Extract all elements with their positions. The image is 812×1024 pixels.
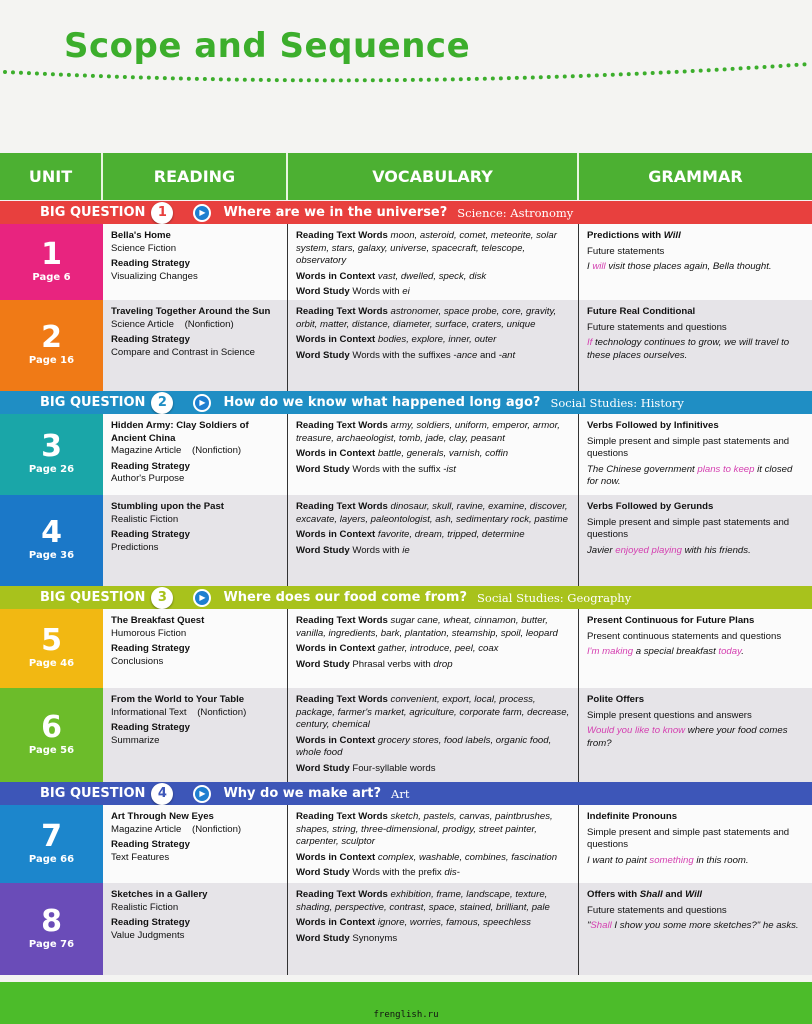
vocabulary-cell [288,609,579,688]
reading-cell [103,805,288,883]
reading-genre: Humorous Fiction [111,627,187,639]
vocabulary-cell [288,224,579,300]
text-segment: I want to paint [587,854,650,866]
word-study [296,659,572,672]
big-question-subject: Social Studies: History [550,395,684,410]
reading-title: Art Through New Eyes [111,811,214,822]
unit-cell [0,688,103,782]
text-segment: Verbs Followed by Gerunds [587,501,714,512]
grammar-description: Future statements and questions [587,321,727,333]
reading-strategy: Conclusions [111,655,164,667]
unit-number: 1 [41,236,62,272]
reading-text-words [296,694,572,732]
unit-cell [0,883,103,975]
ws-label: Word Study [296,286,350,297]
footer-watermark: frenglish.ru [373,1010,439,1020]
reading-genre: Science Fiction [111,242,177,254]
text-segment: Would you like to know [587,725,686,736]
unit-cell [0,300,103,391]
wic-label: Words in Context [296,917,376,928]
grammar-title [587,306,806,319]
reading-title: From the World to Your Table [111,694,245,705]
rtw-list: sugar cane, wheat, cinnamon, butter, vanilla, ingredients, bark, plantation, steamship, spoil, leopard [296,615,558,639]
footer-band [0,982,812,1024]
reading-genre: Science Article (Nonfiction) [111,318,234,330]
rtw-list: convenient, export, local, process, package, farmer's market, agriculture, corporate farm, decrease, century, chemical [296,694,570,730]
header-unit: UNIT [0,153,103,200]
text-segment: Synonyms [352,932,398,944]
reading-cell [103,300,288,391]
text-segment: Will [663,230,681,241]
play-audio-icon[interactable]: ▶ [193,785,211,803]
unit-cell [0,495,103,586]
big-question-bar [0,391,812,414]
word-study [296,286,572,299]
unit-cell [0,414,103,495]
grammar-title [587,811,806,824]
unit-cell [0,805,103,883]
text-segment: Words with the prefix [352,867,445,878]
text-segment: Shall [639,889,663,900]
text-segment: Javier [587,544,616,556]
wic-label: Words in Context [296,529,376,540]
big-question-text: How do we know what happened long ago? [223,395,541,410]
wic-list: bodies, explore, inner, outer [377,334,497,345]
text-segment: will [592,261,606,272]
grammar-description: Simple present and simple past statements and questions [587,516,790,540]
wic-list: favorite, dream, tripped, determine [377,529,525,540]
reading-genre: Magazine Article (Nonfiction) [111,823,242,835]
grammar-title [587,889,806,902]
unit-row [0,224,812,300]
rtw-label: Reading Text Words [296,306,388,317]
reading-strategy: Text Features [111,851,170,863]
big-question-text: Where are we in the universe? [223,205,448,220]
ws-label: Word Study [296,762,350,774]
words-in-context [296,529,572,542]
reading-text-words [296,615,572,640]
grammar-title [587,420,806,433]
big-question-text: Why do we make art? [223,786,382,801]
text-segment: Phrasal verbs with [352,658,434,670]
unit-number: 6 [41,709,62,745]
reading-title: Sketches in a Gallery [111,889,208,900]
reading-cell [103,609,288,688]
text-segment: technology continues to grow, we will travel to these places ourselves. [587,337,790,361]
unit-cell [0,609,103,688]
header-vocabulary: VOCABULARY [288,153,579,200]
vocabulary-cell [288,495,579,586]
reading-title: The Breakfast Quest [111,615,205,626]
grammar-example [587,725,806,750]
grammar-description: Simple present and simple past statements and questions [587,435,790,459]
text-segment: Polite Offers [587,694,645,705]
reading-genre: Magazine Article (Nonfiction) [111,445,242,456]
grammar-cell [579,224,812,300]
reading-text-words [296,889,572,914]
ws-label: Word Study [296,932,350,944]
unit-number: 5 [41,623,62,659]
ws-label: Word Study [296,867,350,878]
word-study [296,763,572,776]
reading-cell [103,495,288,586]
unit-row [0,688,812,782]
word-study [296,545,572,558]
unit-number: 2 [41,320,62,356]
reading-text-words [296,501,572,526]
reading-strategy-label: Reading Strategy [111,529,190,540]
words-in-context [296,448,572,461]
text-segment: drop [433,658,453,670]
vocabulary-cell [288,414,579,495]
big-question-subject: Art [391,786,410,801]
big-question-number: 2 [151,392,173,414]
text-segment: Shall [590,920,612,931]
text-segment: Four-syllable words [352,762,436,774]
text-segment: and [477,349,499,361]
rtw-label: Reading Text Words [296,889,388,900]
reading-strategy: Value Judgments [111,929,185,941]
grammar-description: Simple present and simple past statements and questions [587,826,790,850]
text-segment: visit those places again, Bella thought. [605,261,772,272]
rtw-list: army, soldiers, uniform, emperor, armor, treasure, archaeologist, tomb, jade, clay, peasant [296,420,560,444]
reading-strategy: Compare and Contrast in Science [111,346,255,358]
text-segment: ie [402,544,410,556]
unit-cell [0,224,103,300]
unit-row [0,495,812,586]
unit-row [0,609,812,688]
text-segment: Offers with [587,889,640,900]
reading-title: Stumbling upon the Past [111,501,224,512]
reading-strategy-label: Reading Strategy [111,722,190,733]
rtw-label: Reading Text Words [296,420,388,431]
table-header [0,153,812,200]
wic-list: grocery stores, food labels, organic food, whole food [296,734,552,758]
reading-strategy: Predictions [111,541,159,553]
rtw-list: sketch, pastels, canvas, paintbrushes, shapes, string, three-dimensional, prodigy, street painter, carpenter, sculptor [296,811,553,847]
grammar-example [587,464,806,489]
grammar-cell [579,609,812,688]
text-segment: " [587,920,591,931]
reading-cell [103,883,288,975]
grammar-description: Future statements and questions [587,904,727,916]
unit-page: Page 46 [28,658,75,670]
unit-number: 4 [41,515,62,551]
reading-genre: Informational Text (Nonfiction) [111,706,247,718]
unit-number: 8 [41,903,62,939]
grammar-cell [579,688,812,782]
unit-row [0,805,812,883]
text-segment: where your food comes from? [587,725,788,749]
wic-label: Words in Context [296,270,376,282]
reading-strategy-label: Reading Strategy [111,917,190,928]
rtw-label: Reading Text Words [296,501,388,512]
vocabulary-cell [288,300,579,391]
text-segment: The Chinese government [587,463,698,475]
rtw-list: moon, asteroid, comet, meteorite, solar system, stars, galaxy, universe, spacecraft, telescope, observatory [296,230,557,266]
words-in-context [296,852,572,865]
big-question-text: Where does our food come from? [223,590,468,605]
grammar-title [587,230,806,243]
unit-number: 7 [41,818,62,854]
grammar-example [587,920,806,933]
rtw-label: Reading Text Words [296,230,388,241]
big-question-subject: Social Studies: Geography [477,590,632,605]
text-segment: Words with [352,544,403,556]
big-question-bar [0,782,812,805]
grammar-cell [579,300,812,391]
grammar-description: Simple present questions and answers [587,709,752,721]
word-study [296,933,572,946]
reading-genre: Realistic Fiction [111,901,179,913]
text-segment: -ist [443,463,456,475]
wic-label: Words in Context [296,448,376,459]
big-question-label: BIG QUESTION [40,786,146,801]
play-audio-icon[interactable]: ▶ [193,204,211,222]
ws-label: Word Study [296,349,350,361]
vocabulary-cell [288,688,579,782]
big-question-bar [0,586,812,609]
reading-title: Traveling Together Around the Sun [111,306,271,317]
unit-page: Page 16 [28,355,75,367]
rtw-label: Reading Text Words [296,615,388,626]
text-segment: today [718,646,742,657]
big-question-label: BIG QUESTION [40,590,146,605]
big-question-label: BIG QUESTION [40,395,146,410]
grammar-cell [579,883,812,975]
wic-label: Words in Context [296,734,376,746]
big-question-subject: Science: Astronomy [457,205,574,220]
reading-text-words [296,811,572,849]
text-segment: Words with the suffix [352,463,444,475]
unit-page: Page 56 [28,744,75,756]
rtw-label: Reading Text Words [296,811,388,822]
word-study [296,464,572,477]
play-audio-icon[interactable]: ▶ [193,589,211,607]
word-study [296,350,572,363]
grammar-example [587,337,806,362]
reading-text-words [296,306,572,331]
reading-strategy-label: Reading Strategy [111,643,190,654]
grammar-example [587,261,806,274]
text-segment: Will [685,889,703,900]
wic-list: ignore, worries, famous, speechless [377,917,531,928]
ws-label: Word Study [296,658,350,670]
text-segment: and [662,889,686,900]
play-audio-icon[interactable]: ▶ [193,394,211,412]
text-segment: with his friends. [681,544,751,556]
big-question-number: 4 [151,783,173,805]
reading-text-words [296,420,572,445]
wic-list: vast, dwelled, speck, disk [377,270,487,282]
text-segment: Words with the suffixes [352,349,454,361]
text-segment: a special breakfast [633,646,719,657]
word-study [296,867,572,880]
text-segment: Indefinite Pronouns [587,811,678,822]
text-segment: in this room. [693,854,749,866]
reading-cell [103,414,288,495]
reading-genre: Realistic Fiction [111,513,179,525]
wic-list: complex, washable, combines, fascination [377,851,558,863]
text-segment: -ance [453,349,478,361]
reading-strategy: Visualizing Changes [111,270,198,282]
ws-label: Word Study [296,463,350,475]
text-segment: . [741,646,744,657]
grammar-cell [579,805,812,883]
reading-strategy-label: Reading Strategy [111,258,190,269]
text-segment: enjoyed playing [615,544,682,556]
rtw-list: astronomer, space probe, core, gravity, orbit, matter, distance, diameter, surface, craters, unique [296,306,557,330]
reading-strategy-label: Reading Strategy [111,839,190,850]
header-grammar: GRAMMAR [648,167,743,186]
reading-text-words [296,230,572,268]
grammar-description: Present continuous statements and questions [587,630,782,642]
unit-page: Page 66 [28,853,75,865]
words-in-context [296,334,572,347]
unit-row [0,883,812,975]
grammar-cell [579,414,812,495]
reading-title: Bella's Home [111,230,171,241]
text-segment: plans to keep [697,463,755,475]
text-segment: -ant [498,349,516,361]
unit-page: Page 6 [32,271,71,283]
text-segment: dis- [444,867,460,878]
grammar-example [587,855,806,868]
text-segment: Future Real Conditional [587,306,696,317]
wic-label: Words in Context [296,851,376,863]
text-segment: I [587,261,593,272]
reading-title: Hidden Army: Clay Soldiers of Ancient China [111,420,249,444]
wic-label: Words in Context [296,334,376,345]
reading-strategy-label: Reading Strategy [111,460,190,472]
text-segment: Verbs Followed by Infinitives [587,420,719,431]
grammar-example [587,545,806,558]
unit-number: 3 [41,429,62,465]
grammar-title [587,501,806,514]
reading-strategy: Author's Purpose [111,473,185,484]
words-in-context [296,271,572,284]
scope-table [0,201,812,975]
unit-page: Page 36 [28,550,75,562]
text-segment: If [587,337,593,348]
text-segment: I'm making [587,646,634,657]
unit-page: Page 26 [28,464,75,476]
header-reading: READING [103,153,288,200]
grammar-title [587,615,806,628]
text-segment: something [649,854,694,866]
text-segment: ei [402,286,410,297]
reading-strategy-label: Reading Strategy [111,334,190,345]
grammar-title [587,694,806,707]
rtw-list: dinosaur, skull, ravine, examine, discover, excavate, layers, paleontologist, ash, sedimentary rock, pastime [296,501,568,525]
text-segment: Predictions with [587,230,664,241]
unit-row [0,300,812,391]
wic-list: battle, generals, varnish, coffin [377,448,509,459]
reading-strategy: Summarize [111,734,160,746]
big-question-bar [0,201,812,224]
big-question-number: 3 [151,587,173,609]
dotted-divider [0,62,812,92]
rtw-list: exhibition, frame, landscape, texture, shading, perspective, contrast, space, stained, brilliant, pale [296,889,550,913]
rtw-label: Reading Text Words [296,694,388,705]
wic-list: gather, introduce, peel, coax [377,643,499,654]
text-segment: I show you some more sketches?" he asks. [611,920,799,931]
text-segment: Present Continuous for Future Plans [587,615,755,626]
grammar-cell [579,495,812,586]
words-in-context [296,735,572,760]
wic-label: Words in Context [296,643,376,654]
reading-cell [103,688,288,782]
text-segment: Words with [352,286,403,297]
reading-cell [103,224,288,300]
vocabulary-cell [288,883,579,975]
unit-page: Page 76 [28,938,75,950]
big-question-label: BIG QUESTION [40,205,146,220]
page-title: Scope and Sequence [64,26,471,66]
grammar-example [587,646,806,659]
text-segment: it closed for now. [587,463,793,487]
words-in-context [296,917,572,930]
ws-label: Word Study [296,544,350,556]
vocabulary-cell [288,805,579,883]
big-question-number: 1 [151,202,173,224]
grammar-description: Future statements [587,245,665,257]
words-in-context [296,643,572,656]
unit-row [0,414,812,495]
